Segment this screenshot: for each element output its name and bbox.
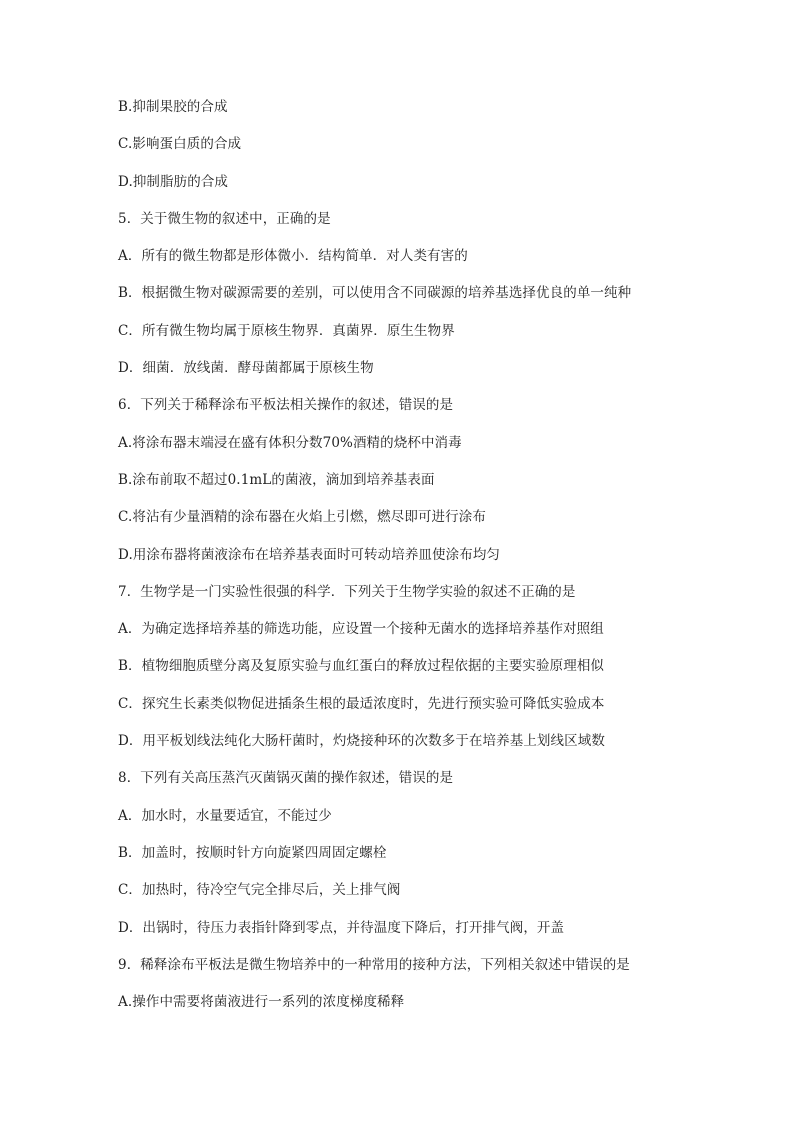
option-line: C.影响蛋白质的合成 xyxy=(118,136,242,153)
option-line: C．所有微生物均属于原核生物界．真菌界．原生生物界 xyxy=(118,322,455,339)
option-line: B．植物细胞质壁分离及复原实验与血红蛋白的释放过程依据的主要实验原理相似 xyxy=(118,658,605,675)
option-line: B．加盖时，按顺时针方向旋紧四周固定螺栓 xyxy=(118,844,387,861)
option-line: D．出锅时，待压力表指针降到零点，并待温度下降后，打开排气阀，开盖 xyxy=(118,919,565,936)
option-line: D.抑制脂肪的合成 xyxy=(118,173,229,190)
option-line: D.用涂布器将菌液涂布在培养基表面时可转动培养皿使涂布均匀 xyxy=(118,546,501,563)
question-stem: 5．关于微生物的叙述中，正确的是 xyxy=(118,210,331,227)
question-text-block xyxy=(118,94,758,1026)
option-line: A.将涂布器末端浸在盛有体积分数70%酒精的烧杯中消毒 xyxy=(118,434,462,451)
question-stem: 8．下列有关高压蒸汽灭菌锅灭菌的操作叙述，错误的是 xyxy=(118,770,454,787)
option-line: D．用平板划线法纯化大肠杆菌时，灼烧接种环的次数多于在培养基上划线区域数 xyxy=(118,733,605,750)
option-line: A．为确定选择培养基的筛选功能，应设置一个接种无菌水的选择培养基作对照组 xyxy=(118,621,604,638)
option-line: C．加热时，待冷空气完全排尽后，关上排气阀 xyxy=(118,882,401,899)
option-line: C．探究生长素类似物促进插条生根的最适浓度时，先进行预实验可降低实验成本 xyxy=(118,695,605,712)
option-line: B.涂布前取不超过0.1mL的菌液，滴加到培养基表面 xyxy=(118,471,435,488)
option-line: C.将沾有少量酒精的涂布器在火焰上引燃，燃尽即可进行涂布 xyxy=(118,509,486,526)
option-line: A．加水时，水量要适宜，不能过少 xyxy=(118,807,332,824)
question-stem: 6．下列关于稀释涂布平板法相关操作的叙述，错误的是 xyxy=(118,397,454,414)
option-line: B.抑制果胶的合成 xyxy=(118,99,228,115)
option-line: B．根据微生物对碳源需要的差别，可以使用含不同碳源的培养基选择优良的单一纯种 xyxy=(118,285,632,302)
option-line: A.操作中需要将菌液进行一系列的浓度梯度稀释 xyxy=(118,994,405,1011)
question-stem: 7．生物学是一门实验性很强的科学．下列关于生物学实验的叙述不正确的是 xyxy=(118,583,576,600)
option-line: A．所有的微生物都是形体微小．结构简单．对人类有害的 xyxy=(118,248,468,265)
question-stem: 9．稀释涂布平板法是微生物培养中的一种常用的接种方法，下列相关叙述中错误的是 xyxy=(118,956,630,973)
option-line: D．细菌．放线菌．酵母菌都属于原核生物 xyxy=(118,360,374,377)
